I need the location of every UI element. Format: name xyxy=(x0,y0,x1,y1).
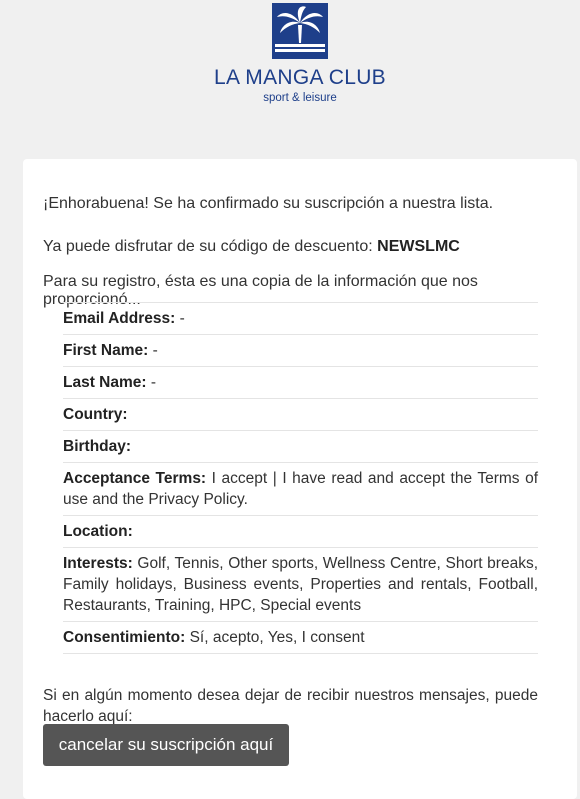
brand-name: LA MANGA CLUB xyxy=(214,66,386,89)
field-acceptance-terms xyxy=(63,463,538,516)
record-text: Para su registro, ésta es una copia de la información que nos proporcionó... xyxy=(43,273,478,308)
field-country xyxy=(63,399,538,431)
field-label: Last Name: xyxy=(63,374,147,391)
field-value: I accept | I have read and accept the Terms of use and the Privacy Policy. xyxy=(63,470,539,508)
field-label: Consentimiento: xyxy=(63,629,186,646)
field-value: - xyxy=(152,342,158,359)
field-location xyxy=(63,516,538,548)
field-last-name xyxy=(63,367,538,399)
subscription-fields xyxy=(63,302,538,654)
unsubscribe-text: Si en algún momento desea dejar de recibir nuestros mensajes, puede hacerlo aquí: xyxy=(43,686,538,725)
field-email xyxy=(63,303,538,335)
field-label: First Name: xyxy=(63,342,149,359)
header xyxy=(0,0,580,159)
field-value: - xyxy=(150,374,157,391)
discount-text: Ya puede disfrutar de su código de descuento: xyxy=(43,238,373,255)
field-label: Interests: xyxy=(63,555,133,572)
field-label: Location: xyxy=(63,523,133,540)
message-card xyxy=(23,159,577,799)
field-birthday xyxy=(63,431,538,463)
brand-tagline: sport & leisure xyxy=(263,92,337,104)
field-value: - xyxy=(179,310,185,327)
field-value: Golf, Tennis, Other sports, Wellness Centre, Short breaks, Family holidays, Business events, Properties and rentals, Football, Restaurants, Training, HPC, Special events xyxy=(63,555,538,614)
field-label: Email Address: xyxy=(63,310,176,327)
discount-code: NEWSLMC xyxy=(377,238,460,255)
field-value: Sí, acepto, Yes, I consent xyxy=(189,629,365,646)
field-consent xyxy=(63,622,538,654)
field-label: Country: xyxy=(63,406,128,423)
field-first-name xyxy=(63,335,538,367)
discount-paragraph xyxy=(43,238,460,256)
field-interests xyxy=(63,548,538,622)
field-label: Acceptance Terms: xyxy=(63,470,207,487)
cancel-subscription-button[interactable]: cancelar su suscripción aquí xyxy=(43,724,289,766)
field-label: Birthday: xyxy=(63,438,132,455)
confirmation-text: ¡Enhorabuena! Se ha confirmado su suscripción a nuestra lista. xyxy=(43,195,494,212)
palm-tree-icon xyxy=(272,3,328,59)
